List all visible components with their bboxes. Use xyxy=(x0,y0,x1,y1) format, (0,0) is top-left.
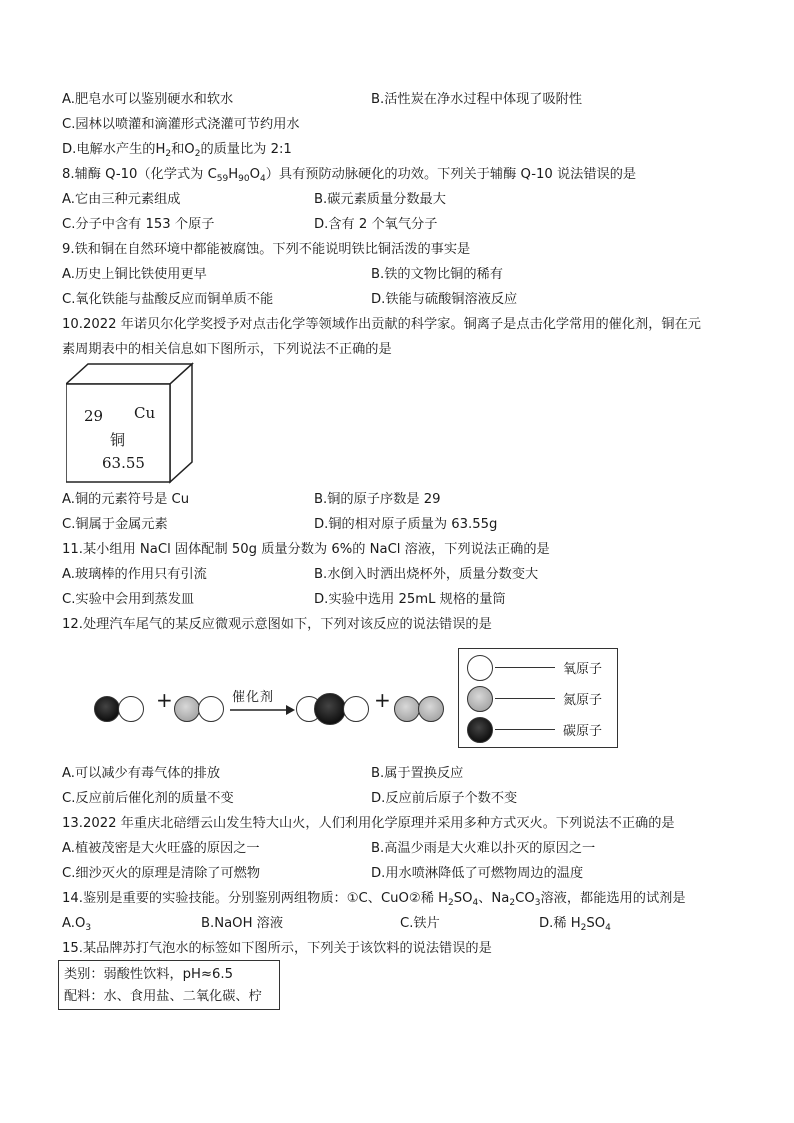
q11-option-a: A.玻璃棒的作用只有引流 xyxy=(62,567,207,582)
q15-stem: 15.某品牌苏打气泡水的标签如下图所示，下列关于该饮料的说法错误的是 xyxy=(62,941,492,956)
legend-oxygen xyxy=(467,655,617,681)
q13-option-d: D.用水喷淋降低了可燃物周边的温度 xyxy=(371,866,584,881)
q12-option-d: D.反应前后原子个数不变 xyxy=(371,791,518,806)
q14-option-b: B.NaOH 溶液 xyxy=(201,916,284,931)
q14-stem: 14.鉴别是重要的实验技能。分别鉴别两组物质：①C、CuO②稀 $H_2SO_4$、$Na_2CO_3$溶液，都能选用的试剂是 xyxy=(62,891,686,908)
q7-option-d: D.电解水产生的$H_2$和$O_2$的质量比为 2:1 xyxy=(62,142,292,159)
reaction-arrow xyxy=(228,704,296,716)
atom-legend xyxy=(458,648,618,748)
q11-option-d: D.实验中选用 25mL 规格的量筒 xyxy=(314,592,506,607)
q8-option-a: A.它由三种元素组成 xyxy=(62,192,181,207)
q13-option-b: B.高温少雨是大火难以扑灭的原因之一 xyxy=(371,841,596,856)
q10-option-c: C.铜属于金属元素 xyxy=(62,517,168,532)
legend-line xyxy=(495,667,555,668)
element-symbol: Cu xyxy=(134,404,156,422)
q14-option-a: $A.O_3$ xyxy=(62,916,92,933)
q9-option-b: B.铁的文物比铜的稀有 xyxy=(371,267,503,282)
q9-option-a: A.历史上铜比铁使用更早 xyxy=(62,267,207,282)
legend-label-oxygen: 氧原子 xyxy=(563,662,603,677)
nitrogen-atom xyxy=(394,696,420,722)
q10-option-b: B.铜的原子序数是 29 xyxy=(314,492,441,507)
q8-option-b: B.碳元素质量分数最大 xyxy=(314,192,446,207)
q8-option-d: D.含有 2 个氧气分子 xyxy=(314,217,438,232)
q13-option-c: C.细沙灭火的原理是清除了可燃物 xyxy=(62,866,261,881)
q9-stem: 9.铁和铜在自然环境中都能被腐蚀。下列不能说明铁比铜活泼的事实是 xyxy=(62,242,471,257)
element-name: 铜 xyxy=(110,431,126,449)
q12-option-b: B.属于置换反应 xyxy=(371,766,464,781)
q10-option-d: D.铜的相对原子质量为 63.55g xyxy=(314,517,498,532)
q12-option-c: C.反应前后催化剂的质量不变 xyxy=(62,791,234,806)
q12-stem: 12.处理汽车尾气的某反应微观示意图如下，下列对该反应的说法错误的是 xyxy=(62,617,492,632)
q7-option-c: C.园林以喷灌和滴灌形式浇灌可节约用水 xyxy=(62,117,300,132)
oxygen-atom xyxy=(118,696,144,722)
q8-stem: 8.辅酶 Q-10（化学式为 $C_{59}H_{90}O_4$）具有预防动脉硬化的功效。下列关于辅酶 Q-10 说法错误的是 xyxy=(62,167,637,184)
atomic-mass: 63.55 xyxy=(102,454,145,472)
q14-option-d: D.稀 $H_2SO_4$ xyxy=(539,916,611,933)
copper-element-card xyxy=(66,362,194,490)
legend-nitrogen xyxy=(467,686,617,712)
nitrogen-legend-icon xyxy=(467,686,493,712)
plus-sign-2: + xyxy=(374,688,391,712)
reaction-diagram xyxy=(62,648,622,753)
atomic-number: 29 xyxy=(84,407,104,425)
nitrogen-atom xyxy=(174,696,200,722)
legend-label-carbon: 碳原子 xyxy=(563,724,603,739)
q13-option-a: A.植被茂密是大火旺盛的原因之一 xyxy=(62,841,260,856)
drink-ingredients: 配料：水、食用盐、二氧化碳、柠 xyxy=(64,989,262,1004)
q13-stem: 13.2022 年重庆北碚缙云山发生特大山火，人们利用化学原理并采用多种方式灭火。下列说法不正确的是 xyxy=(62,816,675,831)
q14-option-c: C.铁片 xyxy=(400,916,440,931)
q11-option-c: C.实验中会用到蒸发皿 xyxy=(62,592,195,607)
q9-option-d: D.铁能与硫酸铜溶液反应 xyxy=(371,292,518,307)
q7-option-a: A.肥皂水可以鉴别硬水和软水 xyxy=(62,92,234,107)
plus-sign-1: + xyxy=(156,688,173,712)
legend-carbon xyxy=(467,717,617,743)
q9-option-c: C.氧化铁能与盐酸反应而铜单质不能 xyxy=(62,292,274,307)
carbon-atom xyxy=(314,693,346,725)
nitrogen-atom xyxy=(418,696,444,722)
legend-line xyxy=(495,729,555,730)
oxygen-atom xyxy=(198,696,224,722)
oxygen-atom xyxy=(343,696,369,722)
q10-stem-line-1: 10.2022 年诺贝尔化学奖授予对点击化学等领域作出贡献的科学家。铜离子是点击化学常用的催化剂，铜在元 xyxy=(62,317,701,332)
carbon-legend-icon xyxy=(467,717,493,743)
catalyst-label: 催化剂 xyxy=(232,690,275,705)
q11-option-b: B.水倒入时洒出烧杯外，质量分数变大 xyxy=(314,567,539,582)
q8-option-c: C.分子中含有 153 个原子 xyxy=(62,217,215,232)
q11-stem: 11.某小组用 NaCl 固体配制 50g 质量分数为 6%的 NaCl 溶液，下列说法正确的是 xyxy=(62,542,550,557)
drink-category: 类别：弱酸性饮料，pH≈6.5 xyxy=(64,967,233,982)
q7-option-b: B.活性炭在净水过程中体现了吸附性 xyxy=(371,92,583,107)
q10-stem-line-2: 素周期表中的相关信息如下图所示，下列说法不正确的是 xyxy=(62,342,392,357)
oxygen-legend-icon xyxy=(467,655,493,681)
legend-line xyxy=(495,698,555,699)
legend-label-nitrogen: 氮原子 xyxy=(563,693,603,708)
drink-label xyxy=(58,960,280,1010)
q10-option-a: A.铜的元素符号是 Cu xyxy=(62,492,190,507)
carbon-atom xyxy=(94,696,120,722)
q12-option-a: A.可以减少有毒气体的排放 xyxy=(62,766,221,781)
